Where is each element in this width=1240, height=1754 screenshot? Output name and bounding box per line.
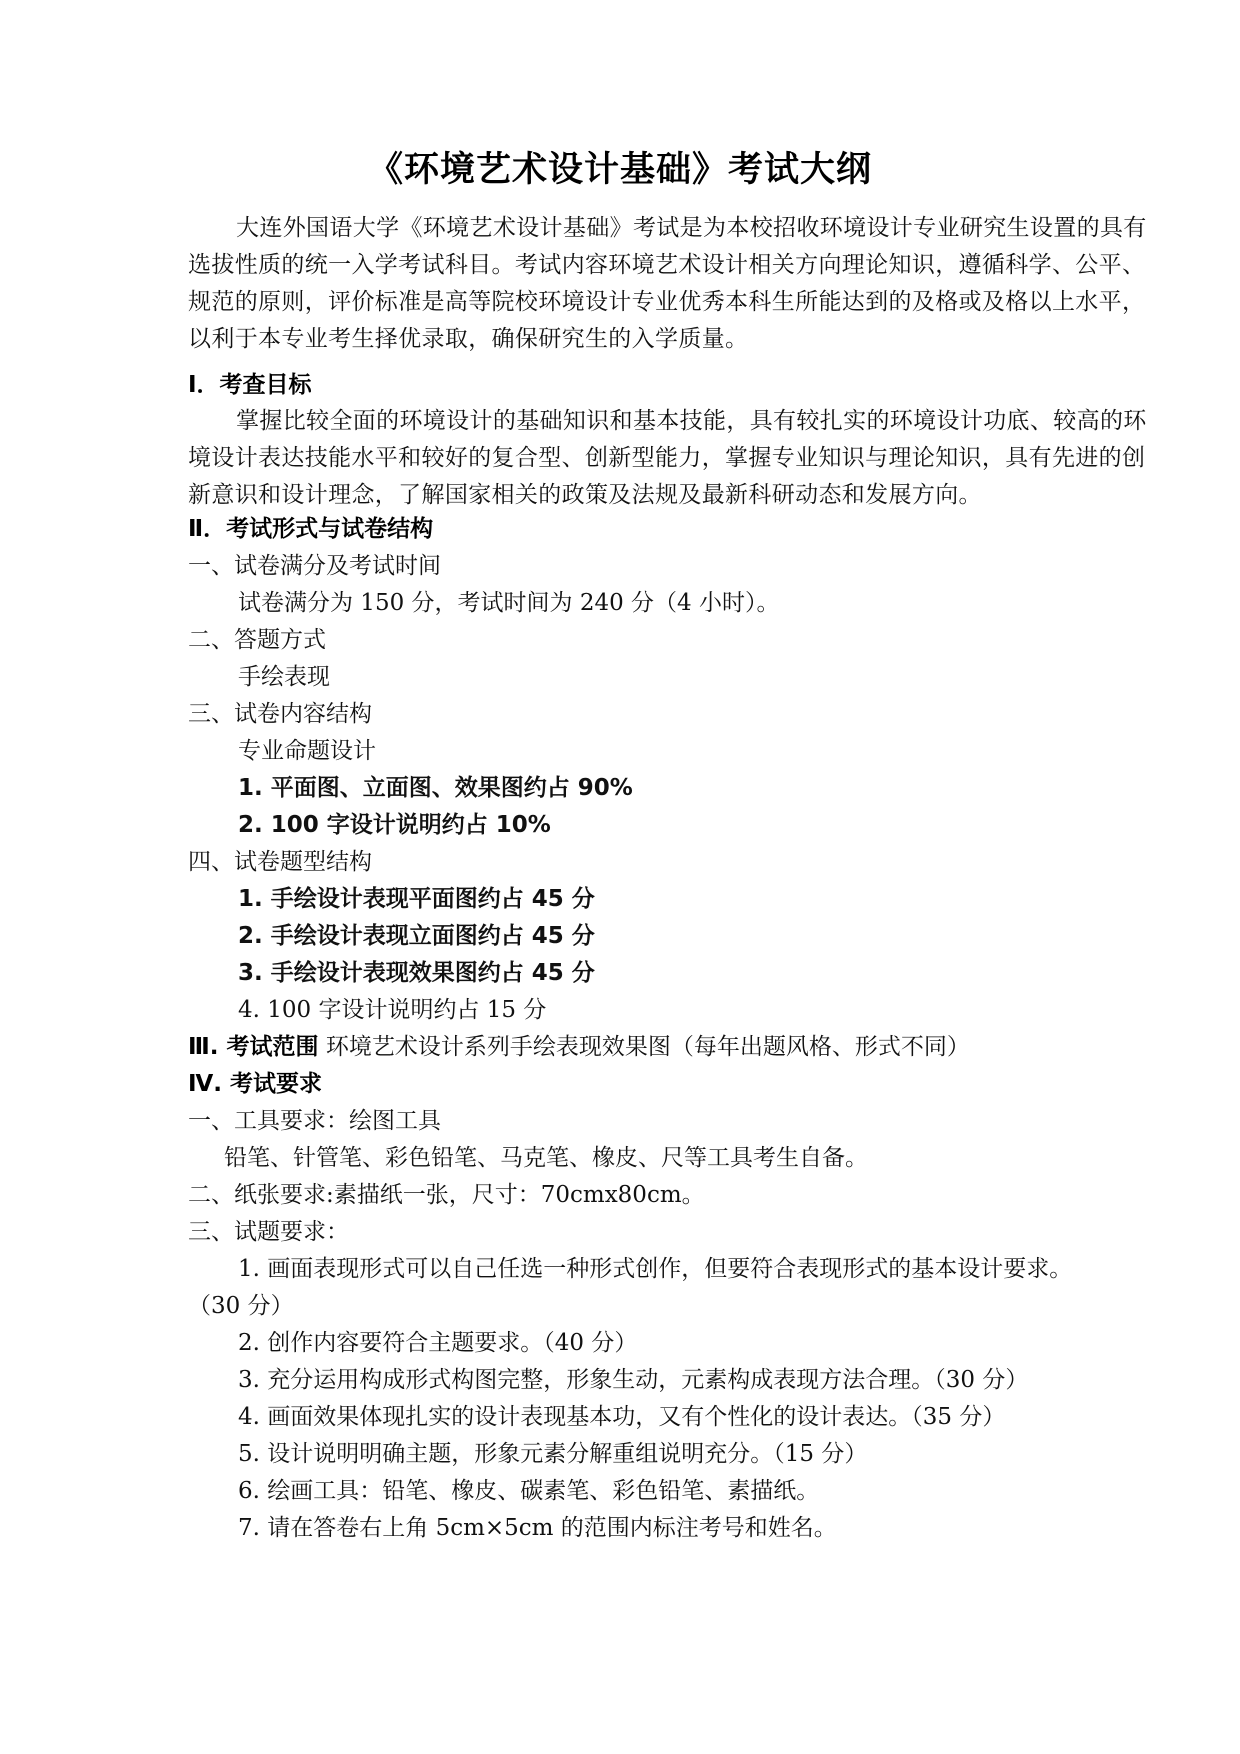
section-2-sub4-item: 2. 手绘设计表现立面图约占 45 分 [238,923,595,949]
section-4-sub1-title: 一、工具要求：绘图工具 [188,1108,441,1134]
requirement-item: 4. 画面效果体现扎实的设计表现基本功，又有个性化的设计表达。（35 分） [238,1404,1006,1430]
section-2-sub2-title: 二、答题方式 [188,627,326,653]
section-2-sub2-body: 手绘表现 [238,664,330,690]
requirement-item-score: （30 分） [188,1293,294,1319]
requirement-item: 1. 画面表现形式可以自己任选一种形式创作，但要符合表现形式的基本设计要求。 [238,1256,1073,1282]
section-3-heading: Ⅲ. 考试范围 [188,1034,319,1060]
requirement-item: 6. 绘画工具：铅笔、橡皮、碳素笔、彩色铅笔、素描纸。 [238,1478,820,1504]
section-4-sub1-body: 铅笔、针管笔、彩色铅笔、马克笔、橡皮、尺等工具考生自备。 [224,1145,868,1171]
section-2-sub3-title: 三、试卷内容结构 [188,701,372,727]
section-2-sub4-item: 4. 100 字设计说明约占 15 分 [238,997,547,1023]
section-3-body: 环境艺术设计系列手绘表现效果图（每年出题风格、形式不同） [325,1034,970,1060]
section-2-sub4-item: 1. 手绘设计表现平面图约占 45 分 [238,886,595,912]
page-title: 《环境艺术设计基础》考试大纲 [367,150,872,190]
section-2-sub3-item: 1. 平面图、立面图、效果图约占 90% [238,775,633,801]
section-2-sub3-body: 专业命题设计 [238,738,376,764]
section-3-row [188,1032,970,1062]
section-2-sub1-title: 一、试卷满分及考试时间 [188,553,441,579]
section-2-heading: Ⅱ．考试形式与试卷结构 [188,516,434,542]
requirement-item: 5. 设计说明明确主题，形象元素分解重组说明充分。（15 分） [238,1441,868,1467]
section-2-sub4-title: 四、试卷题型结构 [188,849,372,875]
section-4-sub3-title: 三、试题要求： [188,1219,349,1245]
section-1-heading: Ⅰ．考查目标 [188,372,312,398]
requirement-item: 7. 请在答卷右上角 5cm×5cm 的范围内标注考号和姓名。 [238,1515,837,1541]
section-4-heading: Ⅳ. 考试要求 [188,1071,323,1097]
section-2-sub4-item: 3. 手绘设计表现效果图约占 45 分 [238,960,595,986]
requirement-item: 3. 充分运用构成形式构图完整，形象生动，元素构成表现方法合理。（30 分） [238,1367,1029,1393]
requirement-item: 2. 创作内容要符合主题要求。（40 分） [238,1330,638,1356]
section-4-sub2-title: 二、纸张要求:素描纸一张，尺寸：70cmx80cm。 [188,1182,705,1208]
section-2-sub3-item: 2. 100 字设计说明约占 10% [238,812,551,838]
intro-paragraph: 大连外国语大学《环境艺术设计基础》考试是为本校招收环境设计专业研究生设置的具有选拔性质的统一入学考试科目。考试内容环境艺术设计相关方向理论知识，遵循科学、公平、规范的原则，评价标准是高等院校环境设计专业优秀本科生所能达到的及格或及格以上水平，以利于本专业考生择优录取，确保研究生的入学质量。 [188,215,1147,352]
section-2-sub1-body: 试卷满分为 150 分，考试时间为 240 分（4 小时）。 [238,590,780,616]
section-1-body: 掌握比较全面的环境设计的基础知识和基本技能，具有较扎实的环境设计功底、较高的环境设计表达技能水平和较好的复合型、创新型能力，掌握专业知识与理论知识，具有先进的创新意识和设计理念，了解国家相关的政策及法规及最新科研动态和发展方向。 [188,408,1147,508]
